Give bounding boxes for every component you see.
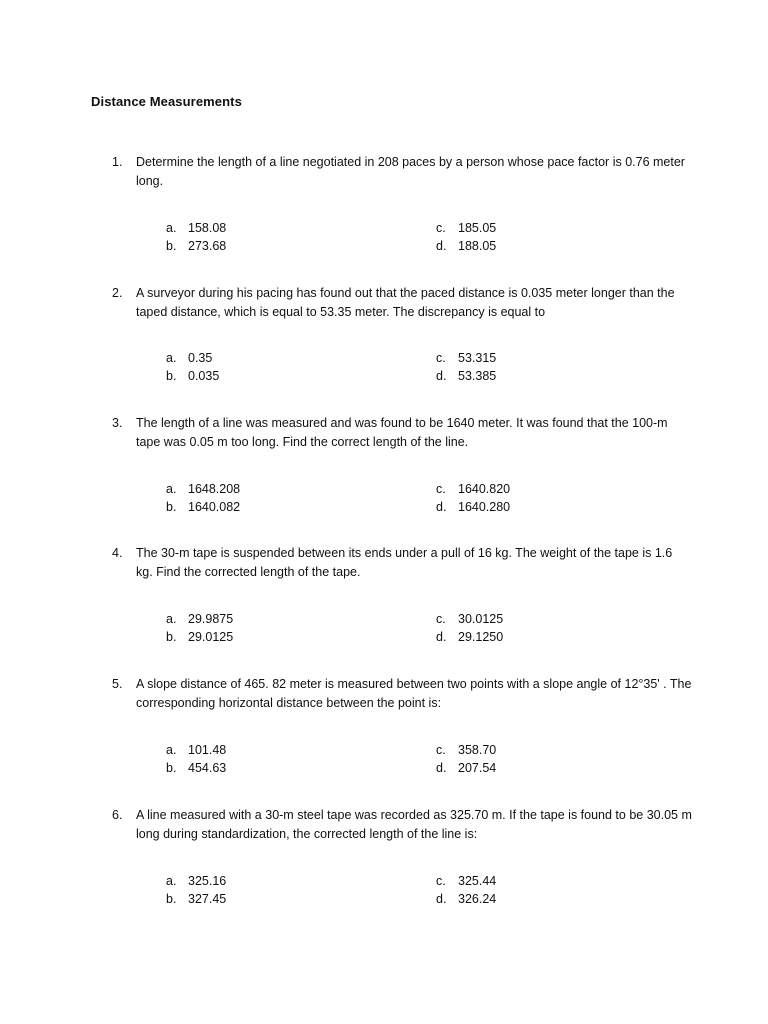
question-text: A line measured with a 30-m steel tape was recorded as 325.70 m. If the tape is found to be 30.05 m long during standardization, the corrected length of the line is: <box>136 808 692 841</box>
choice-a: a. 158.08 <box>166 221 227 235</box>
choice-c: c. 53.315 <box>436 351 497 365</box>
page-title: Distance Measurements <box>91 94 242 109</box>
question-text: A slope distance of 465. 82 meter is measured between two points with a slope angle of 12°35' . The corresponding horizontal distance between the point is: <box>136 677 692 710</box>
choice-c: c. 325.44 <box>436 874 497 888</box>
question-text: Determine the length of a line negotiated in 208 paces by a person whose pace factor is 0.76 meter long. <box>136 155 685 188</box>
choice-d: d. 29.1250 <box>436 630 504 644</box>
choice-d: d. 207.54 <box>436 761 497 775</box>
question-text: The 30-m tape is suspended between its ends under a pull of 16 kg. The weight of the tape is 1.6 kg. Find the corrected length of the tape. <box>136 546 673 579</box>
choice-d: d. 1640.280 <box>436 500 511 514</box>
choice-a: a. 0.35 <box>166 351 213 365</box>
question-number: 5. <box>112 677 123 691</box>
choice-d: d. 53.385 <box>436 369 497 383</box>
choice-a: a. 325.16 <box>166 874 227 888</box>
choice-b: b. 29.0125 <box>166 630 234 644</box>
question-text: The length of a line was measured and was found to be 1640 meter. It was found that the 100-m tape was 0.05 m too long. Find the correct length of the line. <box>136 416 668 449</box>
question-number: 6. <box>112 808 123 822</box>
choice-c: c. 1640.820 <box>436 482 511 496</box>
question-number: 4. <box>112 546 123 560</box>
choice-c: c. 30.0125 <box>436 612 504 626</box>
choice-a: a. 1648.208 <box>166 482 241 496</box>
choice-c: c. 358.70 <box>436 743 497 757</box>
question-number: 1. <box>112 155 123 169</box>
choice-d: d. 326.24 <box>436 892 497 906</box>
question-number: 3. <box>112 416 123 430</box>
choice-c: c. 185.05 <box>436 221 497 235</box>
choice-b: b. 0.035 <box>166 369 220 383</box>
question-text: A surveyor during his pacing has found out that the paced distance is 0.035 meter longer than the taped distance, which is equal to 53.35 meter. The discrepancy is equal to <box>136 286 675 319</box>
choice-b: b. 327.45 <box>166 892 227 906</box>
choice-b: b. 1640.082 <box>166 500 241 514</box>
choice-b: b. 273.68 <box>166 239 227 253</box>
question-number: 2. <box>112 286 123 300</box>
choice-a: a. 101.48 <box>166 743 227 757</box>
choice-d: d. 188.05 <box>436 239 497 253</box>
choice-a: a. 29.9875 <box>166 612 234 626</box>
choice-b: b. 454.63 <box>166 761 227 775</box>
